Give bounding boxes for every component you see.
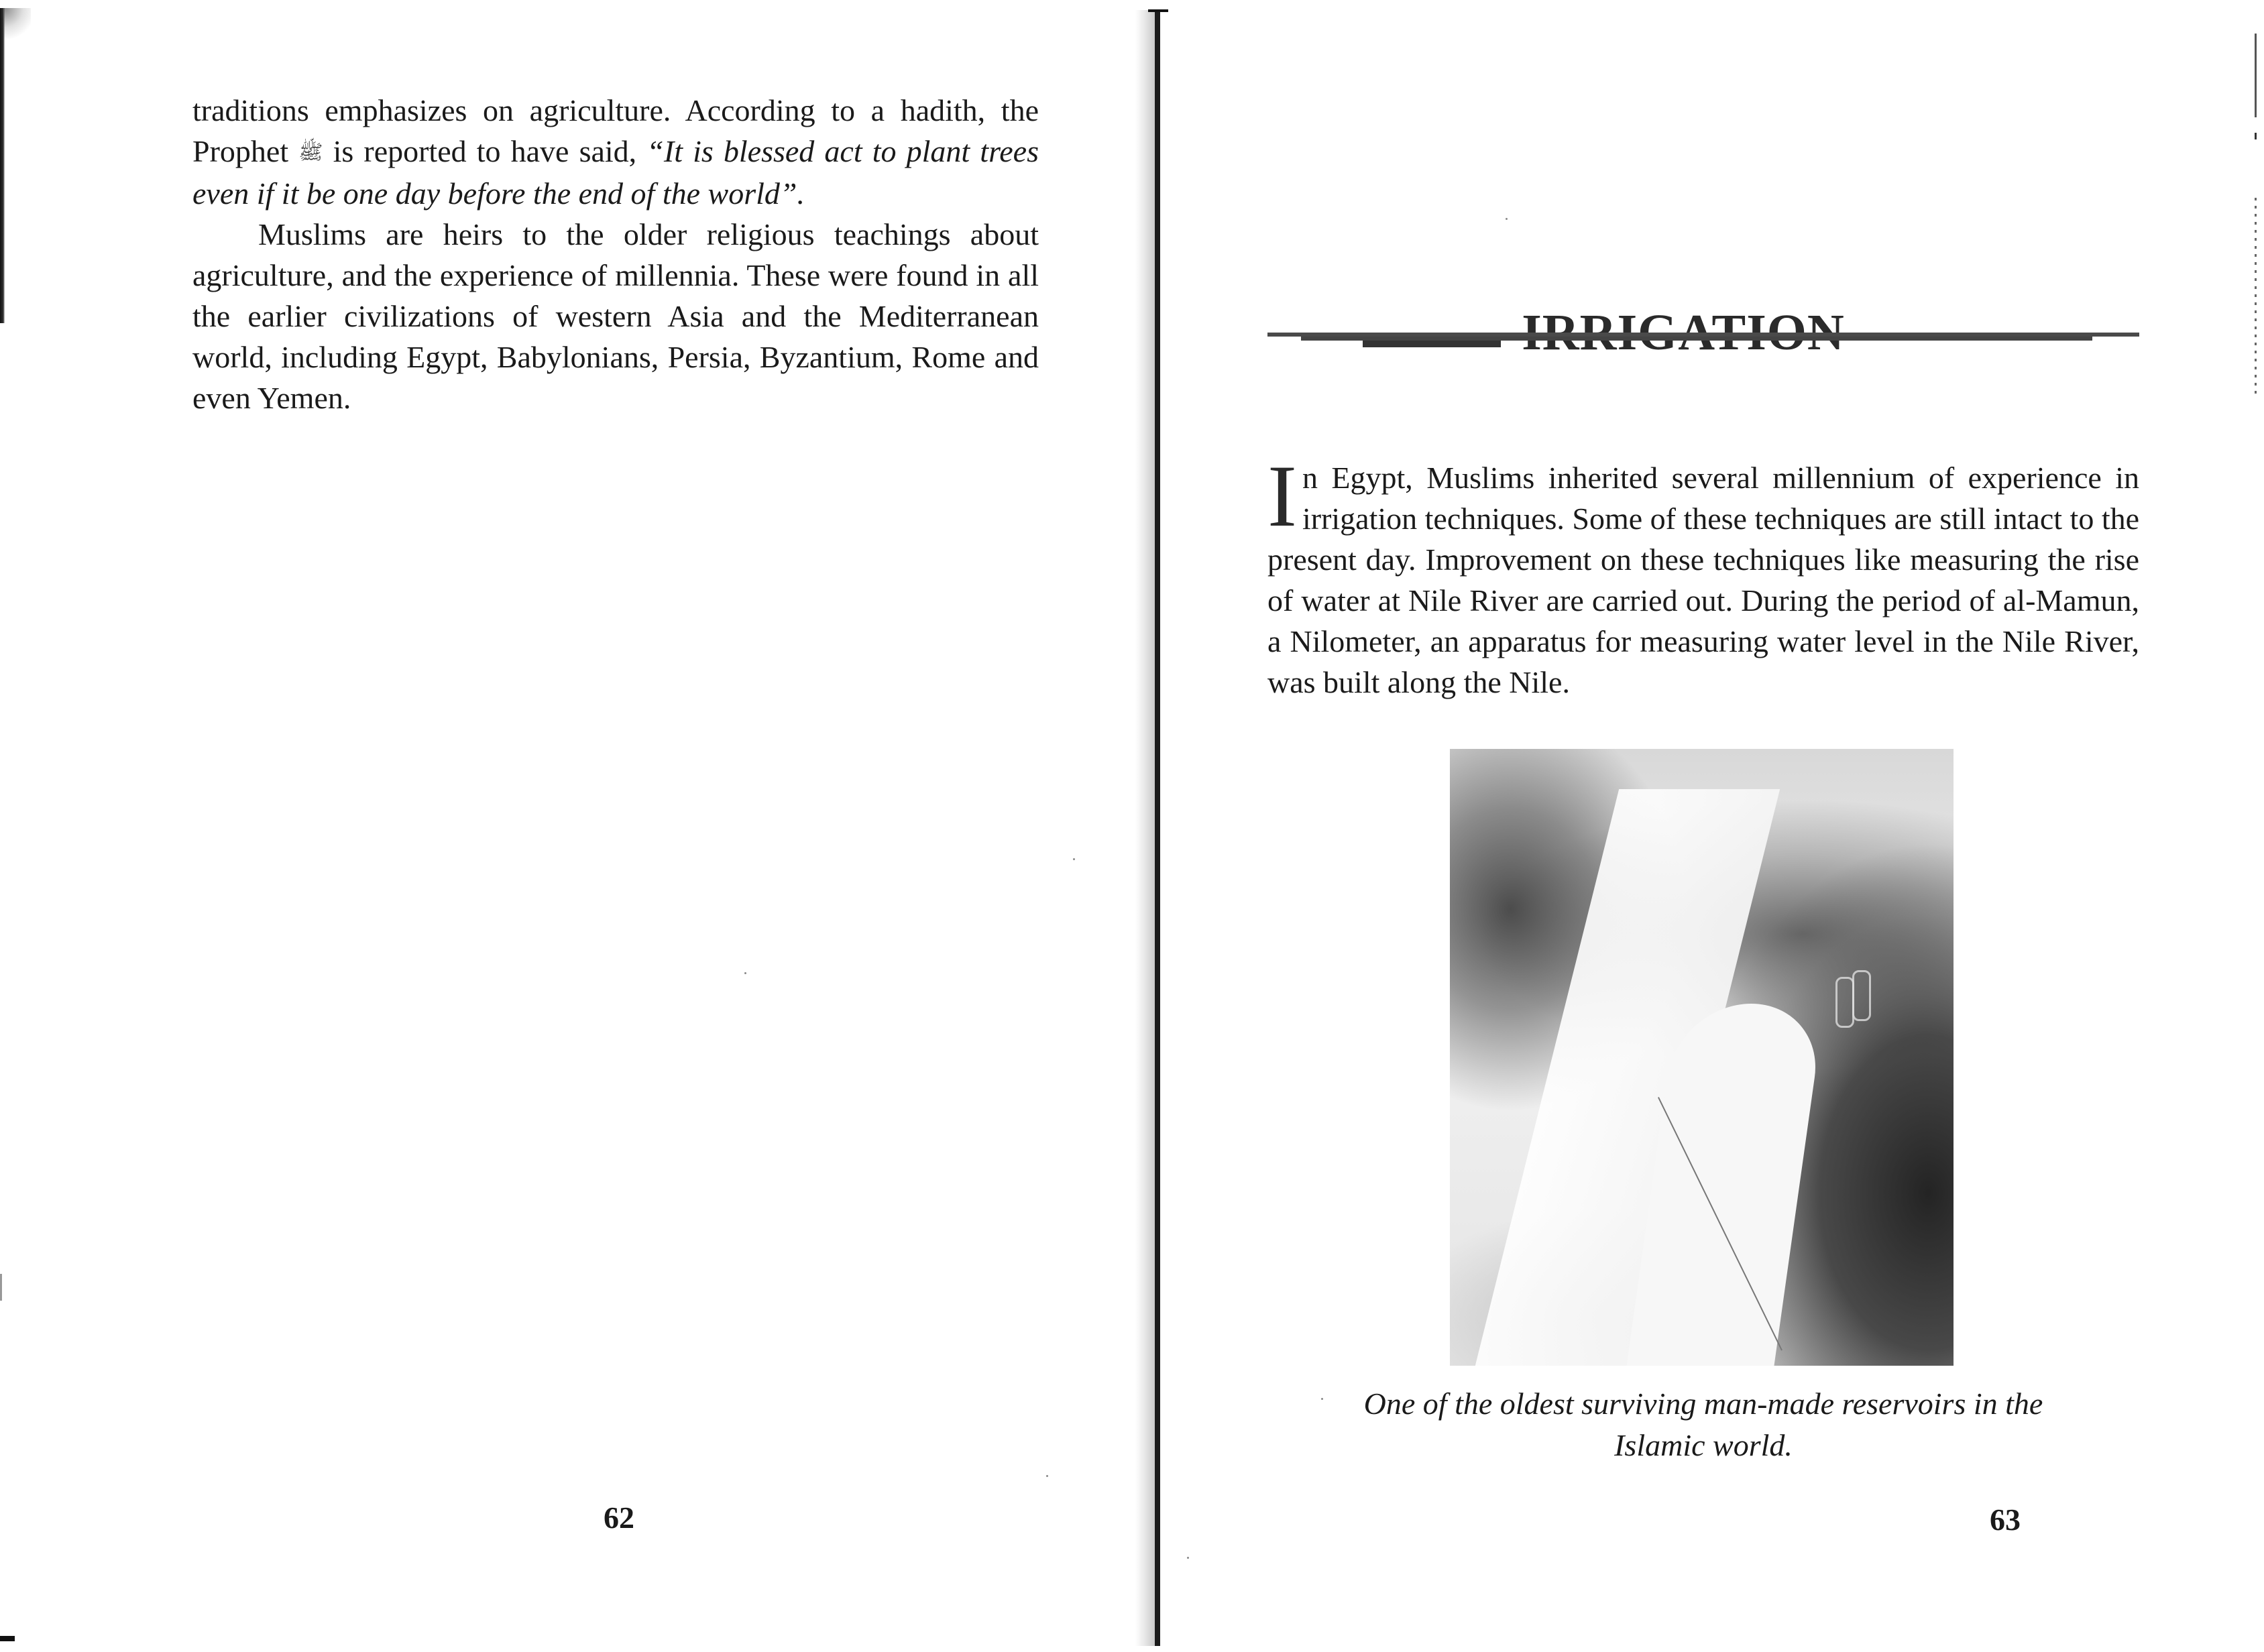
heirs-paragraph: Muslims are heirs to the older religious teachings about agriculture, and the experience of millennia. These were found in all the earlier civilizations of western Asia and the Mediterranean world, including Egypt, Babylonians, Persia, Byzantium, Rome and even Yemen. [192,217,1039,415]
page-number: 63 [1990,1502,2021,1537]
scan-speck [1506,218,1508,220]
page-number: 62 [604,1500,634,1535]
irrigation-paragraph [1267,447,2140,703]
scan-speck [1187,1557,1189,1559]
scan-speck [1321,1398,1323,1400]
scan-speck [744,972,746,974]
hadith-quote: “It is blessed act to plant trees even if it be one day before the end of the world”. [192,134,1039,211]
reservoir-photo [1450,749,1954,1366]
figure-caption: One of the oldest surviving man-made reservoirs in the Islamic world. [1363,1386,2043,1462]
book-spine [1155,10,1160,1646]
title-rule [1363,341,1501,347]
photo-figure [1835,977,1854,1028]
hadith-paragraph [192,90,1039,214]
right-page [1160,0,2264,1652]
honorific-symbol-icon: ﷺ [298,141,323,164]
paragraph-text: n Egypt, Muslims inherited several millennium of experience in irrigation techniques. Some of these techniques are still intact to the present day. Improvement on these techniques like measuring the rise of water at Nile River are carried out. During the period of al-Mamun, a Nilometer, an apparatus for measuring water level in the Nile River, was built along the Nile. [1267,461,2140,699]
right-page-body [1267,447,2140,703]
text-run: traditions emphasizes on agriculture. According to a hadith, the Prophet [192,93,1039,168]
text-run: is reported to have said, [323,134,647,168]
scan-speck [1073,858,1075,860]
left-page-body [192,90,1039,418]
scan-speck [1046,1475,1048,1477]
photo-figure [1852,970,1871,1021]
drop-cap: I [1267,447,1297,545]
